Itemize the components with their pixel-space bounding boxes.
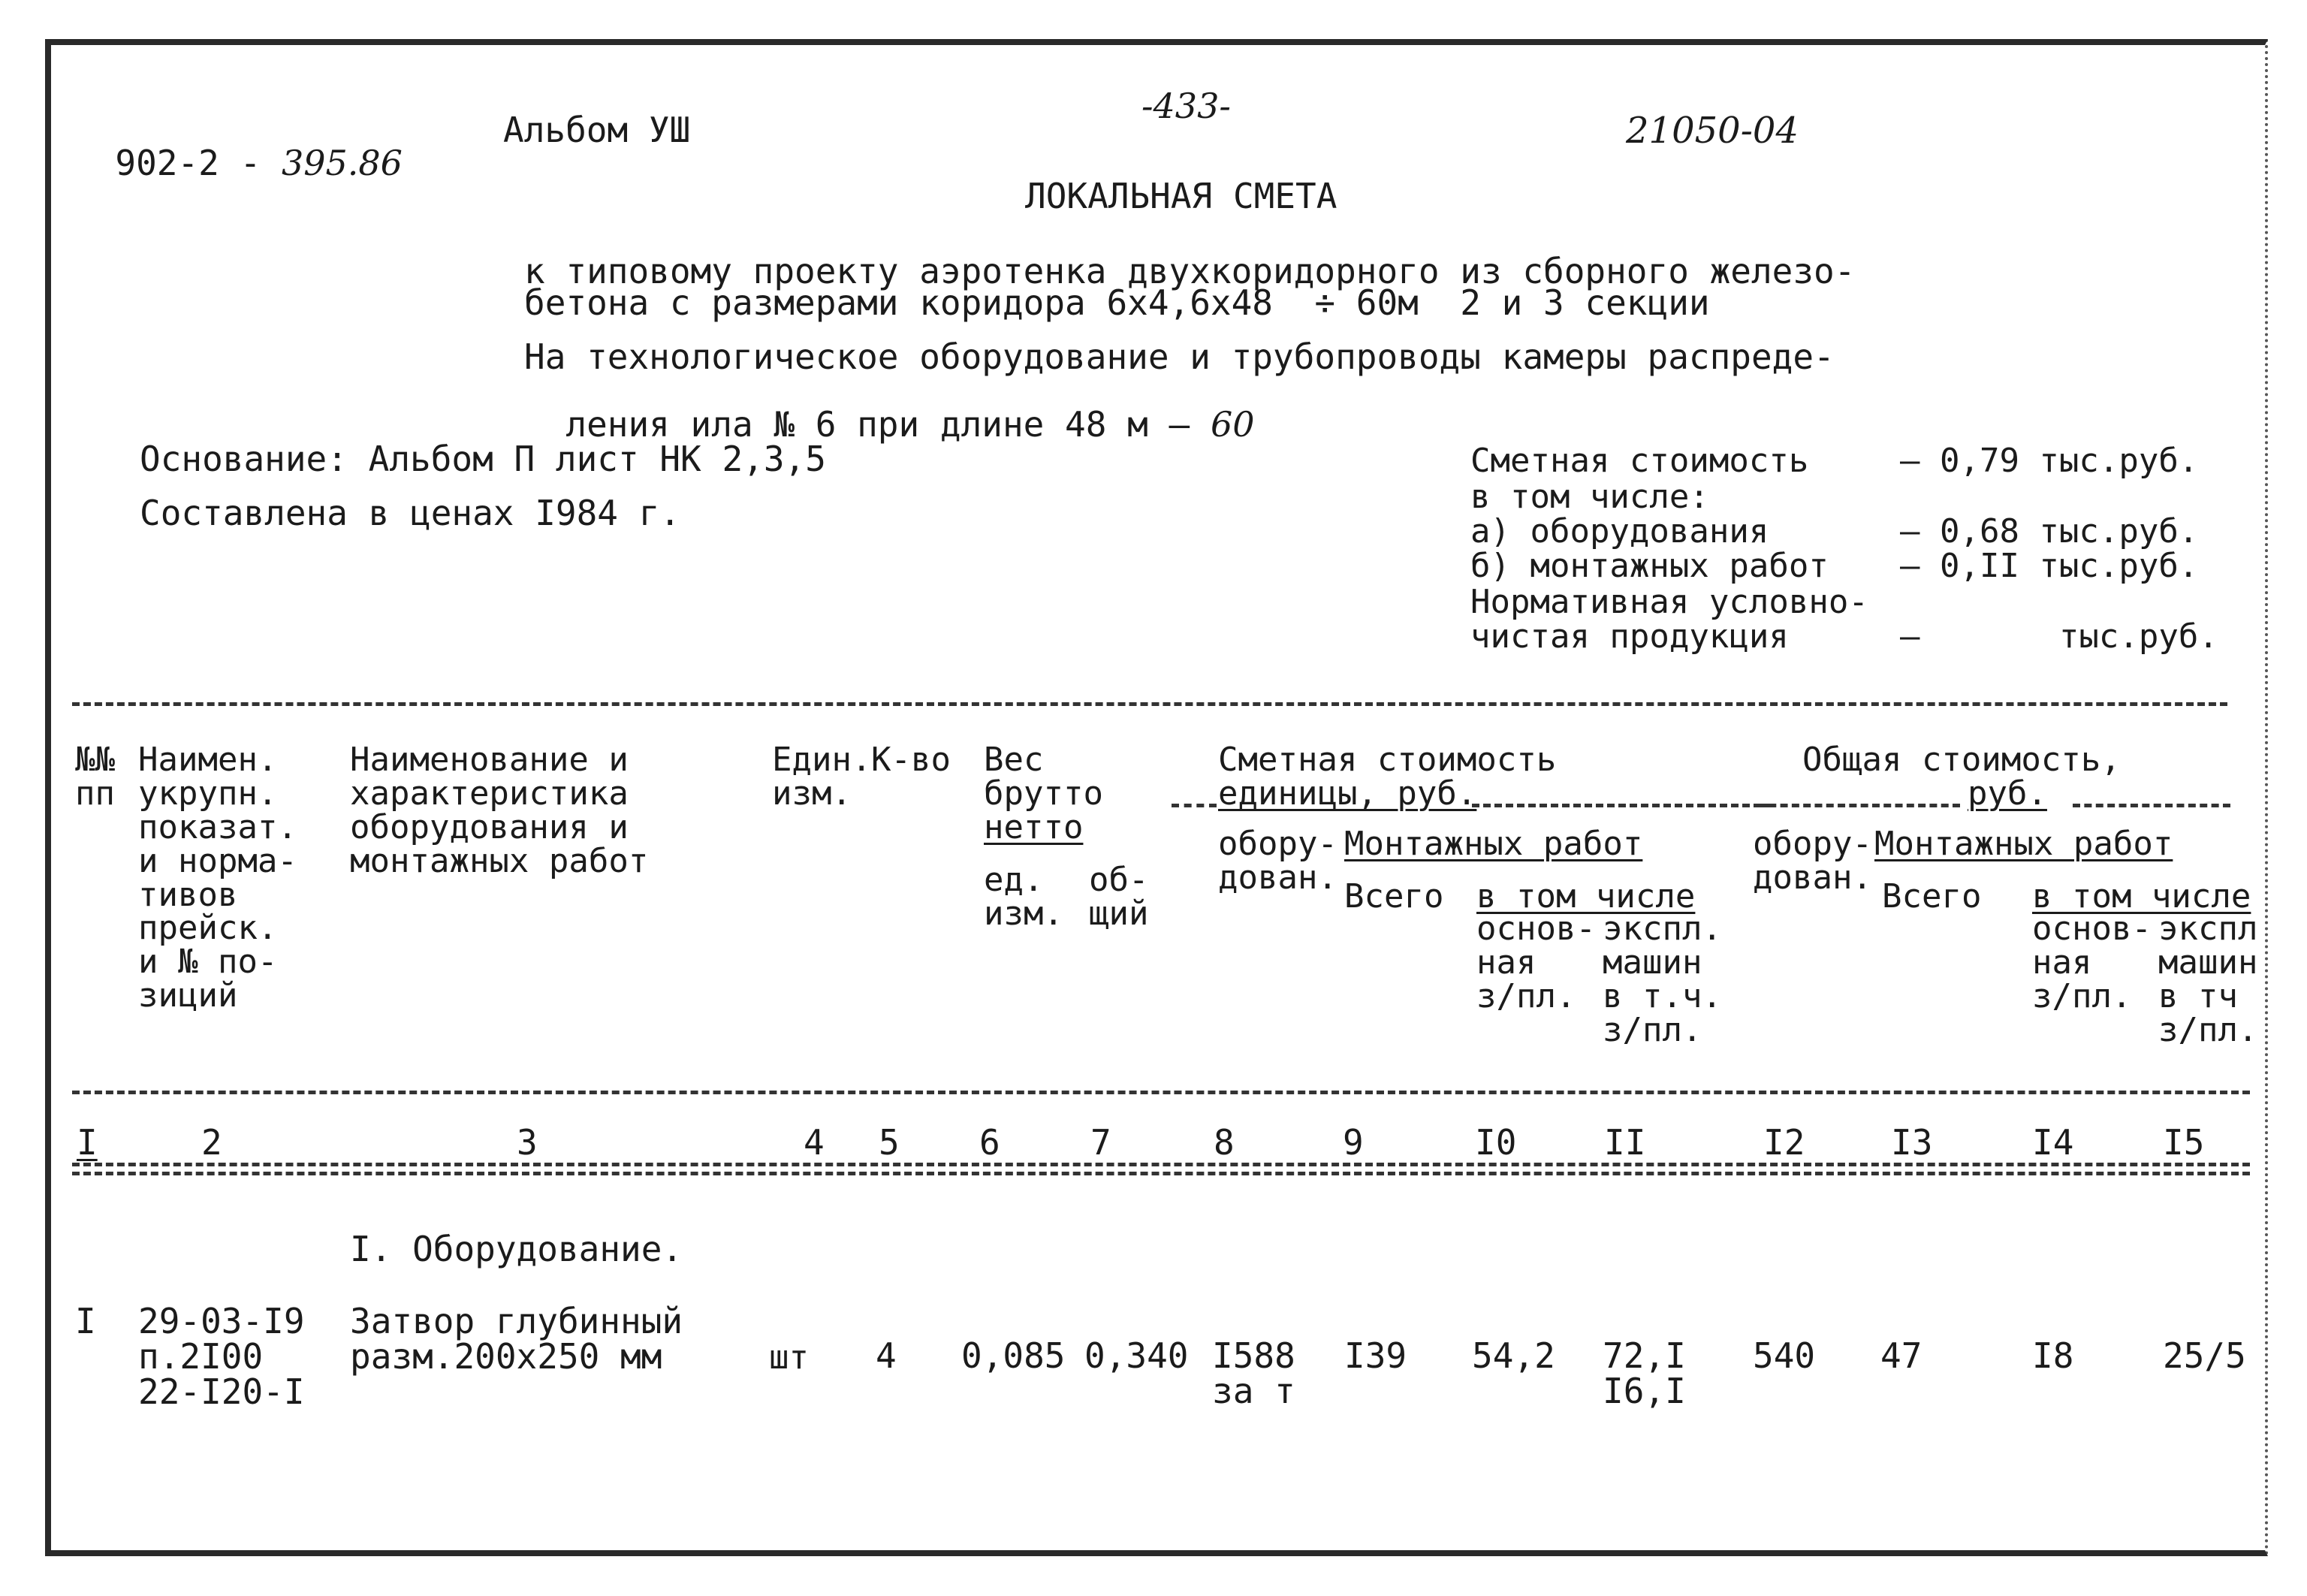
row-name: Затвор глубинный разм.200х250 мм [350, 1301, 683, 1377]
col-number-5: 5 [879, 1122, 900, 1163]
row-total-equip: 540 [1753, 1335, 1816, 1376]
basis-line1: Основание: Альбом П лист НК 2,3,5 [140, 439, 826, 479]
page-number: -433- [1141, 86, 1231, 126]
general-mount-header: Монтажных работ [1874, 825, 2173, 863]
col-header-2: Наимен. укрупн. показат. и норма- тивов прейск. и № по- зиций [138, 741, 297, 1015]
unit-total-header: Всего [1344, 877, 1444, 916]
col-number-15: I5 [2163, 1122, 2205, 1163]
col-header-6: ед. изм. [984, 861, 1063, 933]
project-number: 21050-04 [1626, 110, 1799, 152]
col-header-weight-gross: брутто [984, 774, 1103, 813]
row-weight-total: 0,340 [1084, 1335, 1189, 1376]
col-number-10: I0 [1475, 1122, 1517, 1163]
subtitle-line2: бетона с размерами коридора 6х4,6х48 ÷ 60м 2 и 3 секции [524, 282, 1710, 323]
col-number-7: 7 [1090, 1122, 1111, 1163]
general-cost-dash-left [1757, 804, 1960, 807]
general-cost-dash-right [2073, 804, 2230, 807]
general-basic-header: основ- ная з/пл. [2032, 910, 2152, 1015]
general-cost-subtitle: руб. [1968, 774, 2047, 813]
row-qty: 4 [876, 1335, 897, 1376]
subtitle-line1: к типовому проекту аэротенка двухкоридорного из сборного железо- [524, 251, 1856, 291]
col-numbers-underline [72, 1163, 2250, 1166]
col-number-14: I4 [2032, 1122, 2074, 1163]
col-header-1: №№ пп [75, 741, 115, 813]
unit-cost-dash-left [1172, 804, 1217, 807]
col-header-3: Наименование и характеристика оборудования и монтажных работ [350, 741, 649, 880]
cost-total-value: – 0,79 тыс.руб. [1900, 442, 2199, 480]
col-header-weight: Вес [984, 741, 1044, 779]
general-machines-header: экспл машин в тч з/пл. [2158, 910, 2258, 1049]
col-number-4: 4 [804, 1122, 825, 1163]
section-title: I. Оборудование. [350, 1229, 683, 1269]
col-number-9: 9 [1343, 1122, 1364, 1163]
col-number-3: 3 [517, 1122, 538, 1163]
general-equip-header: обору- дован. [1753, 825, 1872, 897]
row-unit-mount-total: I39 [1344, 1335, 1407, 1376]
cost-equip-label: а) оборудования [1470, 512, 1769, 551]
album-label: Альбом УШ [503, 110, 691, 150]
general-incl-header: в том числе [2032, 877, 2251, 916]
doc-code: 902-2 - 395.86 [115, 143, 403, 183]
col-header-weight-net: нетто [984, 808, 1084, 846]
subtitle-handwritten-60: 60 [1210, 404, 1255, 445]
row-unit-equip-cost: I588 за т [1212, 1335, 1295, 1411]
col-number-6: 6 [979, 1122, 1000, 1163]
subtitle-line3: На технологическое оборудование и трубопроводы камеры распреде- [524, 336, 1835, 377]
row-unit-machines: 72,I I6,I [1603, 1335, 1686, 1411]
doc-code-handwritten: 395.86 [281, 143, 403, 183]
col-header-5: К-во [871, 741, 951, 779]
unit-cost-title: Сметная стоимость [1218, 741, 1557, 779]
unit-equip-header: обору- дован. [1218, 825, 1337, 897]
row-unit-basic-wage: 54,2 [1472, 1335, 1555, 1376]
row-unit: шт [769, 1338, 809, 1377]
general-cost-title: Общая стоимость, [1802, 741, 2121, 779]
row-total-machines: 25/5 [2163, 1335, 2246, 1376]
cost-total-label: Сметная стоимость [1470, 442, 1809, 480]
document-title: ЛОКАЛЬНАЯ СМЕТА [1025, 176, 1337, 216]
col-header-4: Един. изм. [772, 741, 872, 813]
col-number-13: I3 [1891, 1122, 1933, 1163]
cost-mount-value: – 0,II тыс.руб. [1900, 547, 2199, 585]
unit-basic-header: основ- ная з/пл. [1476, 910, 1596, 1015]
unit-mount-header: Монтажных работ [1344, 825, 1643, 863]
col-number-11: II [1604, 1122, 1646, 1163]
cost-norm-label1: Нормативная условно- [1470, 583, 1868, 621]
unit-incl-header: в том числе [1476, 877, 1696, 916]
col-number-1: I [77, 1122, 98, 1163]
row-total-mount: 47 [1880, 1335, 1922, 1376]
col-number-2: 2 [201, 1122, 222, 1163]
cost-mount-label: б) монтажных работ [1470, 547, 1829, 585]
basis-line2: Составлена в ценах I984 г. [140, 493, 681, 533]
row-total-basic-wage: I8 [2032, 1335, 2074, 1376]
cost-norm-label2: чистая продукция [1470, 617, 1789, 656]
subtitle-line4: ления ила № 6 при длине 48 м – 60 [565, 404, 1255, 445]
general-total-header: Всего [1882, 877, 1982, 916]
unit-cost-subtitle: единицы, руб. [1218, 774, 1477, 813]
cost-equip-value: – 0,68 тыс.руб. [1900, 512, 2199, 551]
divider-top [72, 702, 2227, 706]
row-number: I [75, 1301, 96, 1341]
unit-cost-dash-right [1472, 804, 1772, 807]
cost-norm-value: – тыс.руб. [1900, 617, 2218, 656]
col-number-12: I2 [1763, 1122, 1805, 1163]
col-header-7: об- щий [1089, 861, 1149, 933]
row-weight-unit: 0,085 [961, 1335, 1066, 1376]
divider-colnumbers [72, 1172, 2250, 1175]
cost-incl-label: в том числе: [1470, 478, 1709, 516]
row-code: 29-03-I9 п.2I00 22-I20-I [138, 1301, 305, 1412]
divider-middle [72, 1091, 2250, 1094]
col-number-8: 8 [1214, 1122, 1235, 1163]
unit-machines-header: экспл. машин в т.ч. з/пл. [1603, 910, 1722, 1049]
